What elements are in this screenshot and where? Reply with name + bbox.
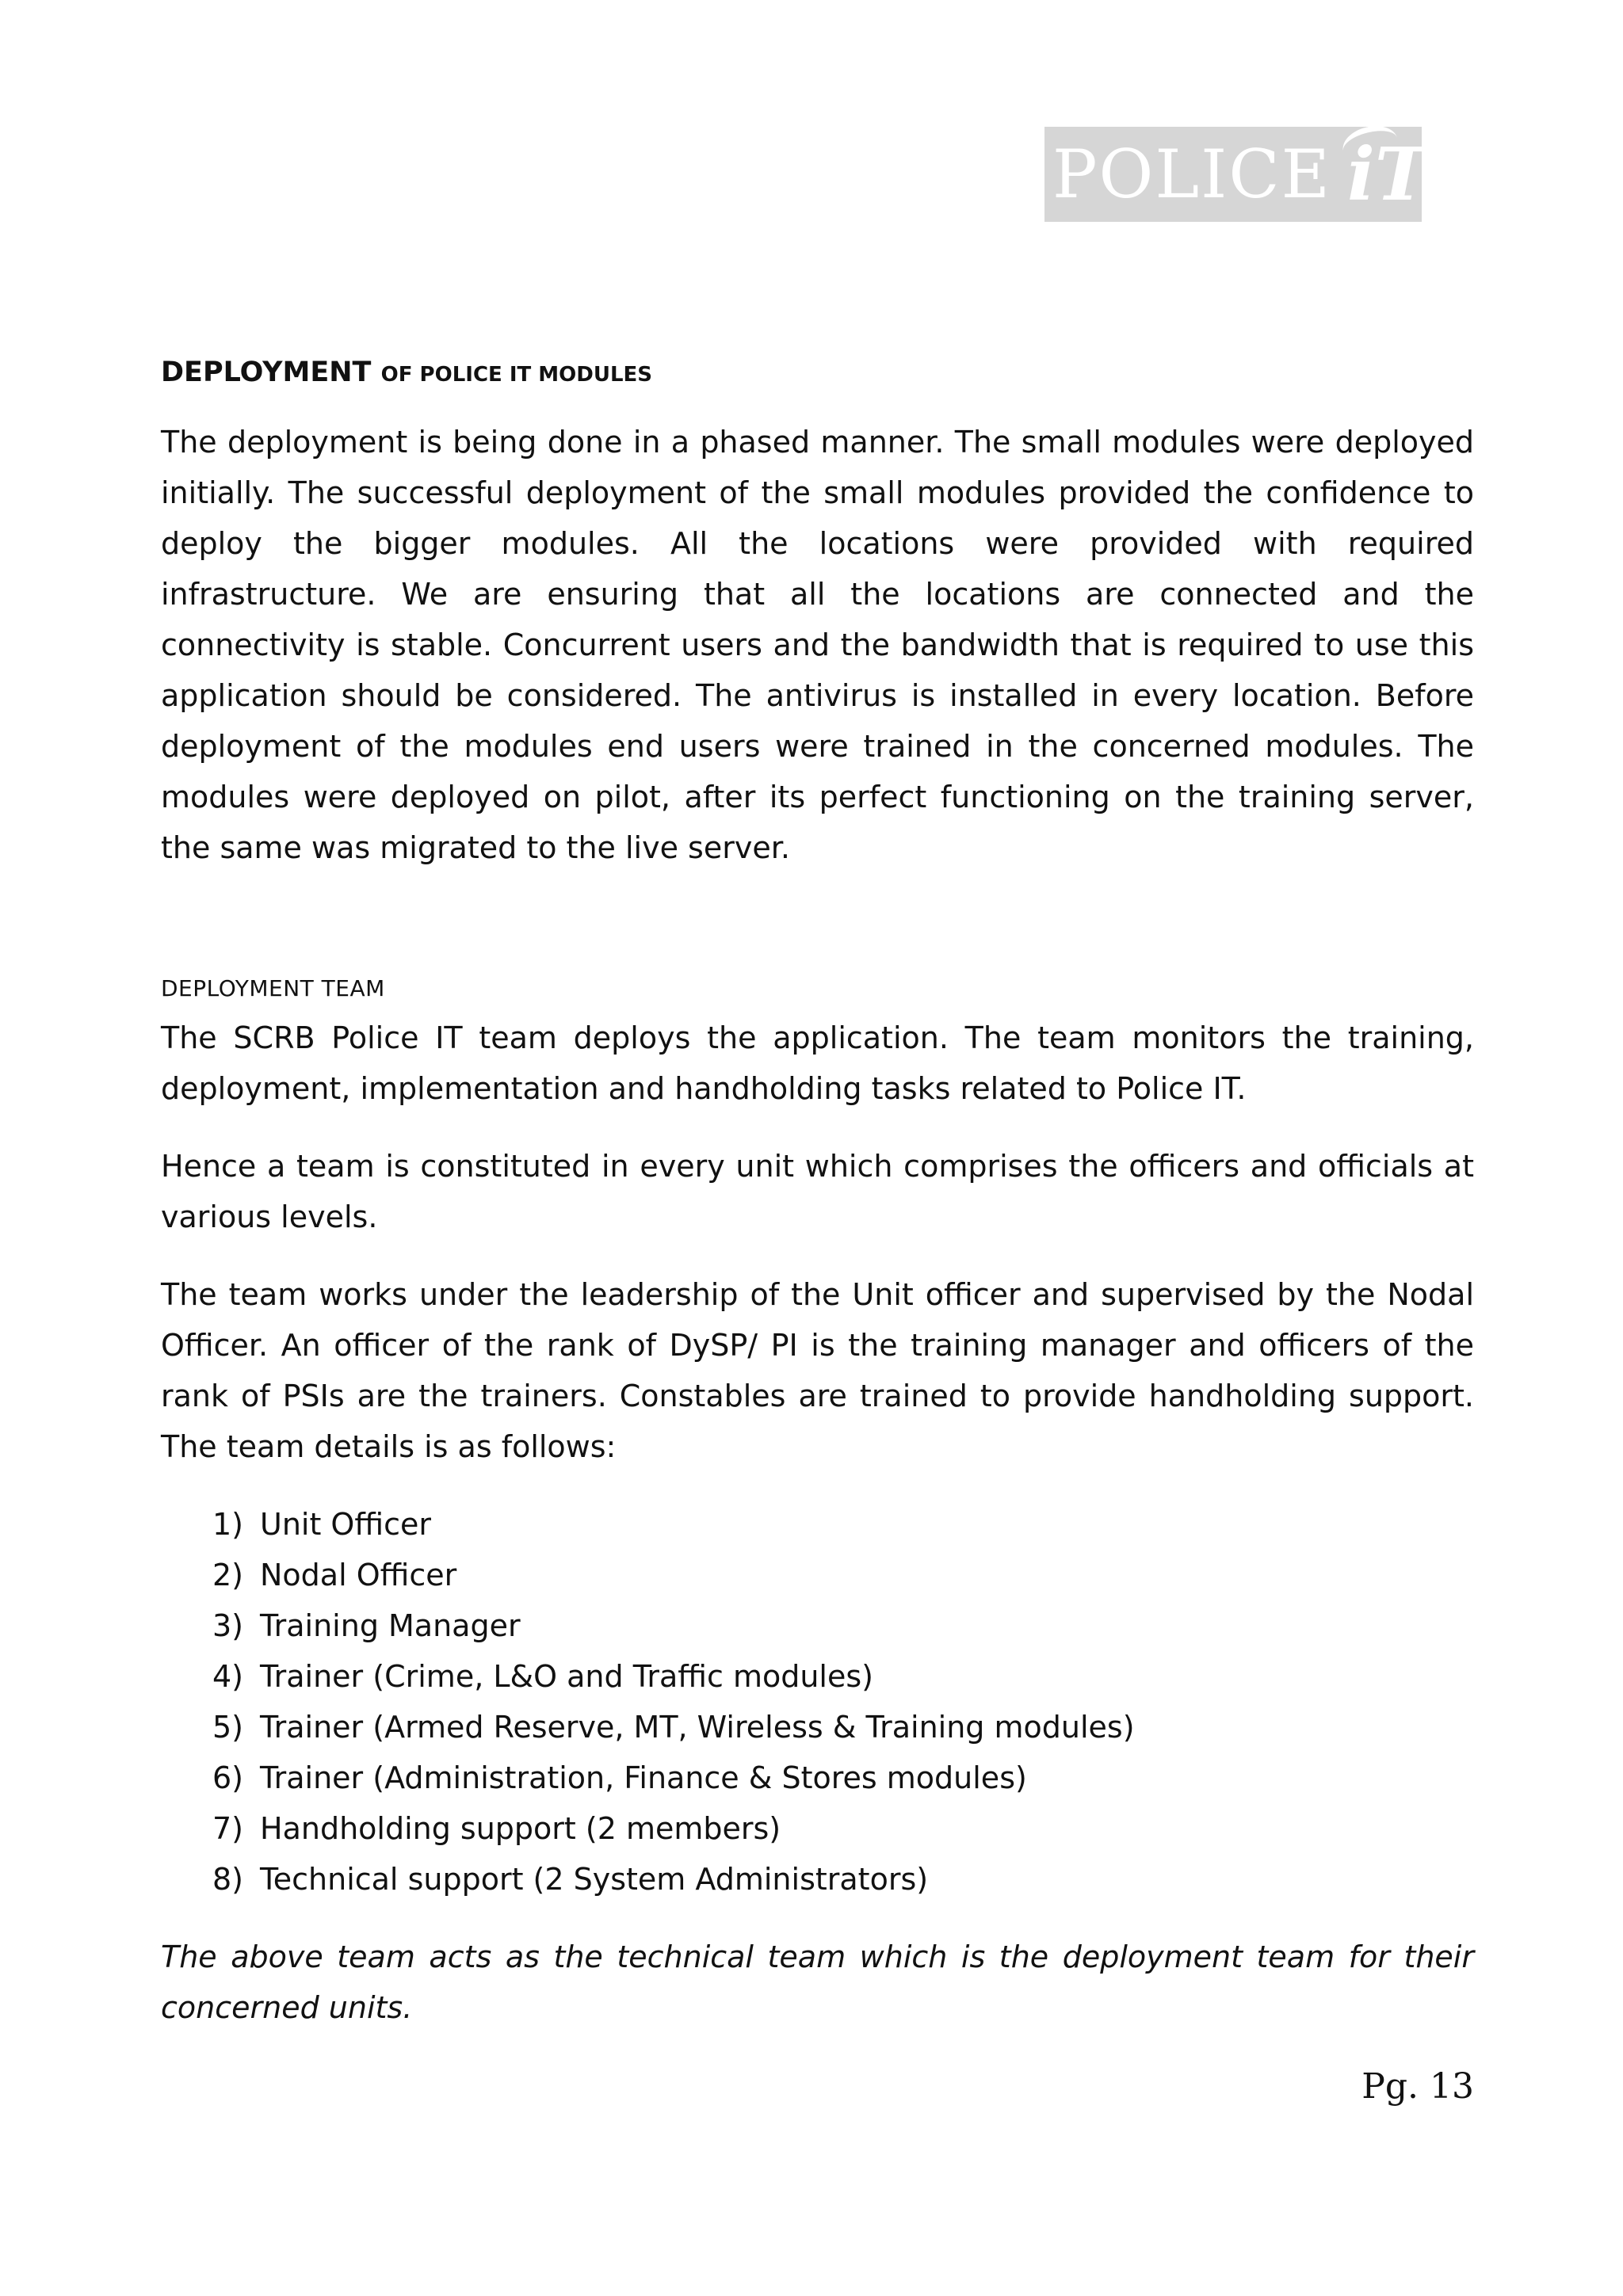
logo-wordmark: POLICE [1052,135,1331,213]
list-item-text: Handholding support (2 members) [260,1811,781,1846]
list-item [212,1803,1474,1854]
list-item-text: Nodal Officer [260,1558,457,1592]
list-item-text: Training Manager [260,1608,521,1643]
list-item-text: Trainer (Armed Reserve, MT, Wireless & Training modules) [260,1710,1135,1745]
list-item [212,1600,1474,1651]
list-item-text: Technical support (2 System Administrators) [260,1862,929,1897]
section1-heading [161,349,1474,396]
list-item-number: 3) [212,1608,244,1643]
document-body [161,349,1474,2033]
section1-heading-main: DEPLOYMENT [161,357,372,388]
section2-paragraph-2: Hence a team is constituted in every unit which comprises the officers and officials at various levels. [161,1149,1474,1234]
section1-heading-rest: OF POLICE IT MODULES [380,363,653,387]
list-item-number: 8) [212,1862,244,1897]
police-it-logo [1044,127,1430,222]
list-item [212,1499,1474,1550]
section2-paragraph-3: The team works under the leadership of the Unit officer and supervised by the Nodal Officer. An officer of the rank of DySP/ PI is the training manager and officers of the rank of PSIs are the trainers. Constables are trained to provide handholding support. The team details is as follows: [161,1277,1474,1464]
logo-it-text: iT [1346,132,1430,217]
list-item [212,1550,1474,1600]
list-item [212,1854,1474,1905]
list-item-number: 4) [212,1659,244,1694]
team-list [161,1499,1474,1905]
list-item-number: 6) [212,1760,244,1795]
list-item [212,1702,1474,1753]
page-number: Pg. 13 [1361,2066,1474,2107]
list-item [212,1753,1474,1803]
list-item-text: Trainer (Administration, Finance & Stores modules) [260,1760,1027,1795]
list-item-text: Trainer (Crime, L&O and Traffic modules) [260,1659,873,1694]
list-item-number: 2) [212,1558,244,1592]
list-item-number: 1) [212,1507,244,1542]
list-item [212,1651,1474,1702]
section1-paragraph: The deployment is being done in a phased manner. The small modules were deployed initially. The successful deployment of the small modules provided the confidence to deploy the bigger modules. All the locations were provided with required infrastructure. We are ensuring that all the locations are connected and the connectivity is stable. Concurrent users and the bandwidth that is required to use this application should be considered. The antivirus is installed in every location. Before deployment of the modules end users were trained in the concerned modules. The modules were deployed on pilot, after its perfect functioning on the training server, the same was migrated to the live server. [161,425,1474,865]
logo-it-mark [1346,132,1430,217]
section2-paragraph-1: The SCRB Police IT team deploys the application. The team monitors the training, deployment, implementation and handholding tasks related to Police IT. [161,1020,1474,1106]
list-item-text: Unit Officer [260,1507,431,1542]
list-item-number: 5) [212,1710,244,1745]
list-item-number: 7) [212,1811,244,1846]
closing-statement: The above team acts as the technical team which is the deployment team for their concerned units. [161,1939,1474,2025]
section2-heading: DEPLOYMENT TEAM [161,975,385,1001]
